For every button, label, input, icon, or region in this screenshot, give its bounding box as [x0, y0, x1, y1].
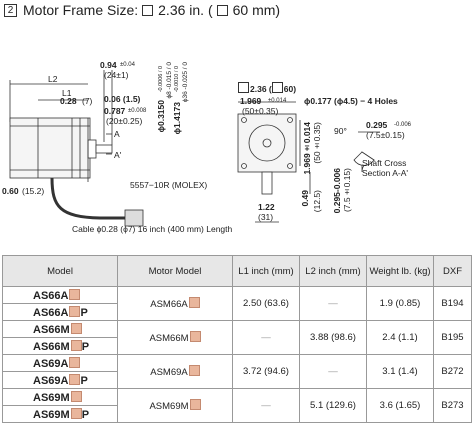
col-weight: Weight lb. (kg) — [367, 256, 434, 287]
dim-1969-vertical-mm: (50±0.35) — [312, 122, 322, 164]
dim-094: 0.94 — [100, 60, 117, 70]
l1-cell: 3.72 (94.6) — [233, 355, 300, 389]
weight-cell: 3.6 (1.65) — [367, 389, 434, 423]
l2-cell: 3.88 (98.6) — [300, 321, 367, 355]
motor-model-cell: ASM69M — [118, 389, 233, 423]
dim-phi03150: ϕ0.3150 — [156, 100, 166, 133]
square-symbol-icon — [217, 5, 228, 16]
dim-0295-mm: (7.5±0.15) — [366, 130, 405, 140]
dim-049: 0.49 — [300, 190, 310, 207]
frame-size-label — [238, 82, 296, 94]
dim-phi14173: ϕ1.4173 — [172, 102, 182, 135]
dim-049-mm: (12.5) — [312, 190, 322, 213]
angle-label: 90° — [334, 126, 347, 136]
dim-0295: 0.295 — [366, 120, 388, 130]
dim-094-tol: ±0.04 — [120, 62, 135, 68]
dim-060: 0.60 — [2, 186, 19, 196]
dim-1969: 1.969 — [240, 96, 262, 106]
header-title-prefix: Motor Frame Size: — [23, 2, 139, 18]
dim-1969-mm: (50±0.35) — [242, 106, 279, 116]
l1-cell: — — [233, 389, 300, 423]
dim-0295-tol: -0.006 — [394, 122, 412, 128]
table-row — [3, 321, 472, 338]
col-l1: L1 inch (mm) — [233, 256, 300, 287]
dim-094-mm: (24±1) — [104, 70, 129, 80]
square-symbol-icon — [238, 82, 249, 93]
table-row — [3, 355, 472, 372]
l1-cell: — — [233, 321, 300, 355]
motor-model-cell: ASM69A — [118, 355, 233, 389]
dimension-drawing — [0, 22, 474, 254]
l1-cell: 2.50 (63.6) — [233, 287, 300, 321]
dim-1969-tol: ±0.014 — [268, 98, 287, 104]
col-l2: L2 inch (mm) — [300, 256, 367, 287]
model-cell: AS69M — [3, 389, 118, 406]
dim-l1-value-mm: (7) — [82, 96, 93, 106]
model-cell: AS69M P — [3, 406, 118, 423]
dim-l1: L1 — [62, 88, 72, 98]
spec-table — [2, 255, 472, 423]
section-marker-a: A — [114, 129, 120, 139]
dim-phi03150-tol: -0.0006 / 0 — [158, 66, 164, 93]
frame-size-in: 2.36 ( — [250, 84, 272, 94]
dim-phi36: ϕ36 -0.025 / 0 — [182, 62, 189, 103]
motor-model-cell: ASM66A — [118, 287, 233, 321]
section-marker-a-prime: A' — [114, 150, 122, 160]
dxf-link[interactable]: B195 — [434, 321, 472, 355]
model-cell: AS66M — [3, 321, 118, 338]
dim-006: 0.06 (1.5) — [104, 94, 141, 104]
section-label: Section A-A' — [362, 168, 409, 178]
dxf-link[interactable]: B194 — [434, 287, 472, 321]
table-row — [3, 389, 472, 406]
table-header-row — [3, 256, 472, 287]
dim-0295-vertical: 0.295-0.006 — [332, 168, 342, 214]
connector-label: 5557−10R (MOLEX) — [130, 180, 208, 190]
dim-0787-tol: ±0.008 — [128, 108, 147, 114]
square-symbol-icon — [142, 5, 153, 16]
model-cell: AS69A P — [3, 372, 118, 389]
model-cell: AS66A P — [3, 304, 118, 321]
frame-size-mm: 60) — [283, 84, 297, 94]
dim-1969-vertical: 1.969±0.014 — [302, 122, 312, 175]
weight-cell: 2.4 (1.1) — [367, 321, 434, 355]
model-cell: AS66M P — [3, 338, 118, 355]
model-cell: AS66A — [3, 287, 118, 304]
holes-label: ϕ0.177 (ϕ4.5) − 4 Holes — [304, 96, 398, 106]
section-header — [4, 2, 280, 18]
col-dxf: DXF — [434, 256, 472, 287]
l2-cell: 5.1 (129.6) — [300, 389, 367, 423]
col-motor-model: Motor Model — [118, 256, 233, 287]
model-cell: AS69A — [3, 355, 118, 372]
section-number: 2 — [4, 4, 17, 17]
weight-cell: 1.9 (0.85) — [367, 287, 434, 321]
square-symbol-icon — [272, 82, 283, 93]
dim-0787-mm: (20±0.25) — [106, 116, 143, 126]
header-size-in: 2.36 in. ( — [158, 2, 213, 18]
dim-0295-vertical-mm: (7.5±0.15) — [342, 168, 352, 213]
dim-l1-value: 0.28 — [60, 96, 77, 106]
dxf-link[interactable]: B273 — [434, 389, 472, 423]
dim-060-mm: (15.2) — [22, 186, 45, 196]
l2-cell: — — [300, 287, 367, 321]
col-model: Model — [3, 256, 118, 287]
dim-phi14173-tol: -0.0010 / 0 — [174, 66, 180, 93]
motor-model-cell: ASM66M — [118, 321, 233, 355]
shaft-cross-label: Shaft Cross — [362, 158, 407, 168]
dim-phi8: ϕ8 -0.015 / 0 — [166, 62, 173, 99]
weight-cell: 3.1 (1.4) — [367, 355, 434, 389]
table-row — [3, 287, 472, 304]
l2-cell: — — [300, 355, 367, 389]
header-size-mm: 60 mm) — [232, 2, 281, 18]
dxf-link[interactable]: B272 — [434, 355, 472, 389]
dim-l2: L2 — [48, 74, 58, 84]
dim-0787: 0.787 — [104, 106, 126, 116]
dim-122-mm: (31) — [258, 212, 274, 222]
cable-label: Cable ϕ0.28 (ϕ7) 16 inch (400 mm) Length — [72, 224, 233, 234]
dim-122: 1.22 — [258, 202, 275, 212]
